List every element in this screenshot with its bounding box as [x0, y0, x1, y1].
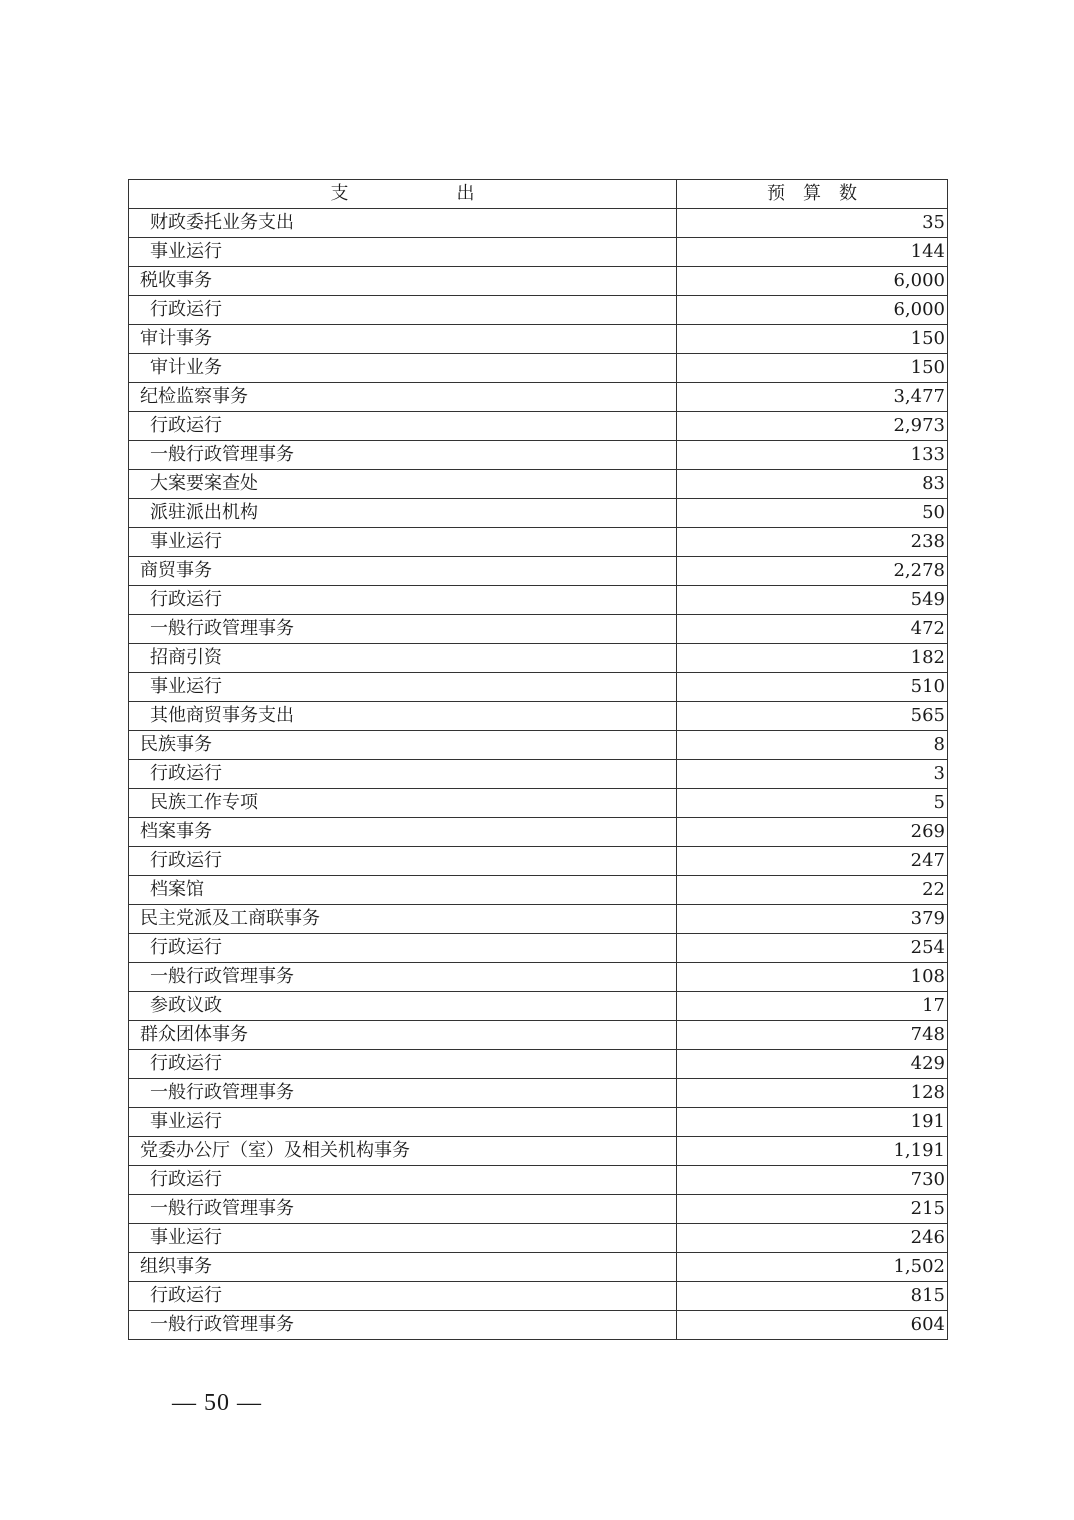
budget-table: [128, 179, 948, 1340]
row-item-name: 民族事务: [129, 731, 677, 760]
row-item-name: 税收事务: [129, 267, 677, 296]
table-row: [129, 1282, 948, 1311]
table-row: [129, 441, 948, 470]
row-item-name: 事业运行: [129, 238, 677, 267]
table-row: [129, 847, 948, 876]
row-item-name: 民主党派及工商联事务: [129, 905, 677, 934]
row-budget-value: 604: [677, 1311, 948, 1340]
row-budget-value: 50: [677, 499, 948, 528]
row-item-name: 行政运行: [129, 1166, 677, 1195]
header-expenditure: 支 出: [129, 180, 677, 209]
row-budget-value: 215: [677, 1195, 948, 1224]
row-item-name: 审计事务: [129, 325, 677, 354]
table-row: [129, 499, 948, 528]
row-item-name: 财政委托业务支出: [129, 209, 677, 238]
row-item-name: 一般行政管理事务: [129, 441, 677, 470]
row-budget-value: 6,000: [677, 267, 948, 296]
row-budget-value: 133: [677, 441, 948, 470]
row-item-name: 商贸事务: [129, 557, 677, 586]
row-item-name: 行政运行: [129, 1282, 677, 1311]
table-row: [129, 1050, 948, 1079]
row-item-name: 一般行政管理事务: [129, 1311, 677, 1340]
row-item-name: 一般行政管理事务: [129, 963, 677, 992]
row-item-name: 档案馆: [129, 876, 677, 905]
row-budget-value: 730: [677, 1166, 948, 1195]
row-item-name: 一般行政管理事务: [129, 615, 677, 644]
row-budget-value: 2,973: [677, 412, 948, 441]
row-item-name: 行政运行: [129, 412, 677, 441]
row-item-name: 行政运行: [129, 934, 677, 963]
table-row: [129, 296, 948, 325]
row-budget-value: 238: [677, 528, 948, 557]
table-row: [129, 1108, 948, 1137]
row-budget-value: 17: [677, 992, 948, 1021]
table-row: [129, 905, 948, 934]
table-row: [129, 789, 948, 818]
row-budget-value: 246: [677, 1224, 948, 1253]
table-row: [129, 528, 948, 557]
table-row: [129, 1166, 948, 1195]
header-budget-amount: 预 算 数: [677, 180, 948, 209]
row-item-name: 纪检监察事务: [129, 383, 677, 412]
table-row: [129, 1021, 948, 1050]
row-item-name: 组织事务: [129, 1253, 677, 1282]
row-item-name: 事业运行: [129, 528, 677, 557]
table-body: [129, 209, 948, 1340]
row-item-name: 党委办公厅（室）及相关机构事务: [129, 1137, 677, 1166]
row-item-name: 参政议政: [129, 992, 677, 1021]
row-budget-value: 22: [677, 876, 948, 905]
row-budget-value: 1,502: [677, 1253, 948, 1282]
row-item-name: 一般行政管理事务: [129, 1079, 677, 1108]
row-item-name: 行政运行: [129, 1050, 677, 1079]
row-budget-value: 247: [677, 847, 948, 876]
table-row: [129, 992, 948, 1021]
row-item-name: 事业运行: [129, 1108, 677, 1137]
row-item-name: 招商引资: [129, 644, 677, 673]
table-row: [129, 1195, 948, 1224]
table-row: [129, 383, 948, 412]
table-row: [129, 731, 948, 760]
table-row: [129, 615, 948, 644]
row-budget-value: 182: [677, 644, 948, 673]
table-row: [129, 1079, 948, 1108]
table-row: [129, 760, 948, 789]
row-budget-value: 150: [677, 325, 948, 354]
table-row: [129, 876, 948, 905]
row-budget-value: 144: [677, 238, 948, 267]
row-item-name: 其他商贸事务支出: [129, 702, 677, 731]
row-budget-value: 5: [677, 789, 948, 818]
row-budget-value: 150: [677, 354, 948, 383]
row-item-name: 行政运行: [129, 847, 677, 876]
row-item-name: 档案事务: [129, 818, 677, 847]
row-budget-value: 1,191: [677, 1137, 948, 1166]
row-budget-value: 472: [677, 615, 948, 644]
table-row: [129, 1224, 948, 1253]
table-row: [129, 818, 948, 847]
row-budget-value: 108: [677, 963, 948, 992]
row-item-name: 民族工作专项: [129, 789, 677, 818]
table-row: [129, 934, 948, 963]
table-row: [129, 470, 948, 499]
table-row: [129, 557, 948, 586]
row-budget-value: 35: [677, 209, 948, 238]
row-budget-value: 128: [677, 1079, 948, 1108]
table-row: [129, 963, 948, 992]
row-budget-value: 549: [677, 586, 948, 615]
row-item-name: 群众团体事务: [129, 1021, 677, 1050]
row-budget-value: 510: [677, 673, 948, 702]
table-row: [129, 354, 948, 383]
row-budget-value: 191: [677, 1108, 948, 1137]
table-row: [129, 586, 948, 615]
row-budget-value: 815: [677, 1282, 948, 1311]
row-budget-value: 83: [677, 470, 948, 499]
row-budget-value: 269: [677, 818, 948, 847]
table-row: [129, 238, 948, 267]
row-item-name: 行政运行: [129, 296, 677, 325]
table-row: [129, 644, 948, 673]
table-row: [129, 325, 948, 354]
row-item-name: 一般行政管理事务: [129, 1195, 677, 1224]
row-budget-value: 2,278: [677, 557, 948, 586]
row-budget-value: 8: [677, 731, 948, 760]
row-budget-value: 565: [677, 702, 948, 731]
table-row: [129, 1311, 948, 1340]
row-item-name: 事业运行: [129, 1224, 677, 1253]
table-row: [129, 209, 948, 238]
row-item-name: 事业运行: [129, 673, 677, 702]
table-row: [129, 1137, 948, 1166]
row-item-name: 行政运行: [129, 760, 677, 789]
row-budget-value: 3,477: [677, 383, 948, 412]
table-row: [129, 702, 948, 731]
row-budget-value: 429: [677, 1050, 948, 1079]
row-budget-value: 254: [677, 934, 948, 963]
row-item-name: 审计业务: [129, 354, 677, 383]
row-budget-value: 3: [677, 760, 948, 789]
table-row: [129, 673, 948, 702]
row-budget-value: 748: [677, 1021, 948, 1050]
row-item-name: 行政运行: [129, 586, 677, 615]
table-row: [129, 267, 948, 296]
row-item-name: 派驻派出机构: [129, 499, 677, 528]
table-row: [129, 1253, 948, 1282]
table-header-row: [129, 180, 948, 209]
row-budget-value: 379: [677, 905, 948, 934]
row-item-name: 大案要案查处: [129, 470, 677, 499]
row-budget-value: 6,000: [677, 296, 948, 325]
page-number: — 50 —: [172, 1390, 262, 1416]
table-row: [129, 412, 948, 441]
